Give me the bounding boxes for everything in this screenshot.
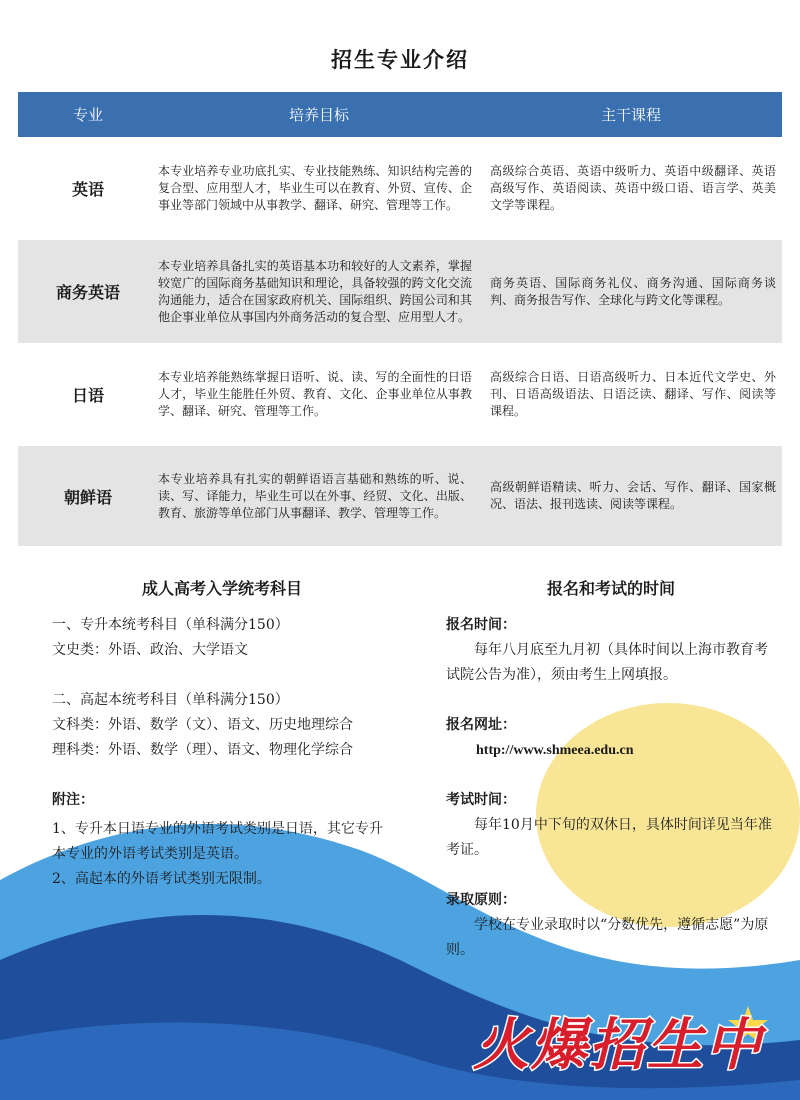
exam-time-text: 每年10月中下旬的双休日，具体时间详见当年准考证。 — [446, 817, 772, 858]
reg-time-label: 报名时间： — [446, 617, 516, 633]
reg-url-label: 报名网址： — [446, 717, 516, 733]
major-name: 英语 — [71, 180, 104, 199]
major-goal: 本专业培养具有扎实的朝鲜语语言基础和熟练的听、说、读、写、译能力，毕业生可以在外事、经贸、文化、出版、教育、旅游等单位部门从事翻译、教学、管理等工作。 — [158, 471, 472, 520]
section2-arts: 文科类：外语、数学（文）、语文、历史地理综合 — [52, 717, 353, 733]
page-title: 招生专业介绍 — [331, 47, 469, 72]
major-name: 日语 — [71, 386, 104, 405]
admission-text: 学校在专业录取时以“分数优先，遵循志愿”为原则。 — [446, 917, 769, 958]
note-1: 1、专升本日语专业的外语考试类别是日语，其它专升本专业的外语考试类别是英语。 — [52, 821, 383, 862]
notes-heading: 附注： — [52, 792, 94, 808]
major-goal: 本专业培养具备扎实的英语基本功和较好的人文素养，掌握较宽广的国际商务基础知识和理论，具备较强的跨文化交流沟通能力，适合在国家政府机关、国际组织、跨国公司和其他企事业单位从事国内外商务活动的复合型、应用型人才。 — [158, 258, 472, 324]
admission-label: 录取原则： — [446, 892, 516, 908]
table-row — [18, 343, 782, 446]
note-2: 2、高起本的外语考试类别无限制。 — [52, 871, 271, 887]
major-name: 朝鲜语 — [63, 487, 112, 507]
header-major: 专业 — [72, 106, 103, 124]
section2-heading: 二、高起本统考科目（单科满分150） — [52, 692, 289, 708]
major-courses: 高级朝鲜语精读、听力、会话、写作、翻译、国家概况、语法、报刊选读、阅读等课程。 — [490, 480, 776, 511]
section1-heading: 一、专升本统考科目（单科满分150） — [52, 617, 289, 633]
table-row — [18, 240, 782, 343]
exam-subjects-title: 成人高考入学统考科目 — [141, 579, 302, 598]
section2-science: 理科类：外语、数学（理）、语文、物理化学综合 — [52, 742, 353, 758]
hot-enrollment-banner — [448, 1000, 788, 1080]
table-header — [18, 92, 782, 137]
major-courses: 商务英语、国际商务礼仪、商务沟通、国际商务谈判、商务报告写作、全球化与跨文化等课程。 — [490, 275, 776, 307]
table-row — [18, 446, 782, 546]
major-goal: 本专业培养专业功底扎实、专业技能熟练、知识结构完善的复合型、应用型人才，毕业生可以在教育、外贸、宣传、企事业等部门领域中从事教学、翻译、研究、管理等工作。 — [158, 164, 472, 212]
banner-text: 火爆招生中 — [473, 1013, 763, 1078]
reg-url-link[interactable]: http://www.shmeea.edu.cn — [476, 743, 634, 758]
major-courses: 高级综合英语、英语中级听力、英语中级翻译、英语高级写作、英语阅读、英语中级口语、语言学、英美文学等课程。 — [490, 164, 776, 212]
registration-section — [446, 576, 776, 963]
majors-table — [18, 92, 782, 546]
major-courses: 高级综合日语、日语高级听力、日本近代文学史、外刊、日语高级语法、日语泛读、翻译、写作、阅读等课程。 — [490, 370, 776, 418]
major-goal: 本专业培养能熟练掌握日语听、说、读、写的全面性的日语人才，毕业生能胜任外贸、教育、文化、企事业单位从事教学、翻译、研究、管理等工作。 — [158, 370, 472, 418]
section1-arts: 文史类：外语、政治、大学语文 — [52, 642, 248, 658]
exam-subjects-section — [52, 576, 392, 892]
header-courses: 主干课程 — [600, 106, 661, 124]
header-goal: 培养目标 — [288, 106, 349, 124]
major-name: 商务英语 — [55, 283, 120, 302]
reg-time-text: 每年八月底至九月初（具体时间以上海市教育考试院公告为准），须由考生上网填报。 — [446, 642, 768, 683]
table-row — [18, 137, 782, 240]
registration-title: 报名和考试的时间 — [546, 579, 675, 598]
exam-time-label: 考试时间： — [446, 792, 516, 808]
